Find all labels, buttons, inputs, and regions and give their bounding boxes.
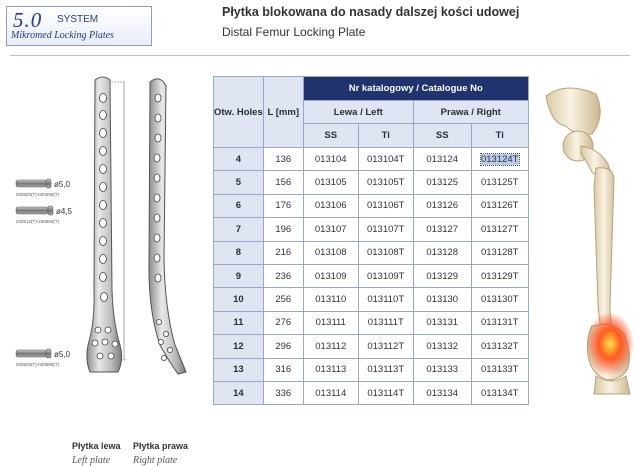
right-ti-cell: 013132T <box>471 335 528 358</box>
left-ss-cell: 013109 <box>303 264 358 287</box>
right-ss-cell: 013128 <box>413 241 471 264</box>
length-cell: 296 <box>263 335 303 358</box>
page-title-english: Distal Femur Locking Plate <box>222 25 366 39</box>
right-ss-cell: 013129 <box>413 264 471 287</box>
holes-cell: 12 <box>214 335 264 358</box>
left-ti-cell: 013105T <box>358 171 413 194</box>
right-ti-cell: 013133T <box>471 358 528 381</box>
header-right-ss: SS <box>413 124 471 148</box>
page-title-polish: Płytka blokowana do nasady dalszej kości udowej <box>222 5 520 19</box>
logo-number: 5.0 <box>13 8 43 32</box>
left-ti-cell: 013108T <box>358 241 413 264</box>
left-ss-cell: 013112 <box>303 335 358 358</box>
right-ss-cell: 013126 <box>413 194 471 217</box>
left-ti-cell: 013106T <box>358 194 413 217</box>
right-ti-cell: 013125T <box>471 171 528 194</box>
header-length: L [mm] <box>263 77 303 148</box>
length-cell: 176 <box>263 194 303 217</box>
length-cell: 316 <box>263 358 303 381</box>
length-cell: 136 <box>263 148 303 171</box>
left-ss-cell: 013108 <box>303 241 358 264</box>
holes-cell: 7 <box>214 218 264 241</box>
left-ti-cell: 013109T <box>358 264 413 287</box>
selected-text[interactable]: 013124T <box>480 153 519 165</box>
header-left: Lewa / Left <box>303 101 413 124</box>
table-row <box>214 288 529 311</box>
header-right: Prawa / Right <box>413 101 528 124</box>
holes-cell: 9 <box>214 264 264 287</box>
left-ti-cell: 013110T <box>358 288 413 311</box>
left-ss-cell: 013110 <box>303 288 358 311</box>
left-ss-cell: 013106 <box>303 194 358 217</box>
right-ss-cell: 013132 <box>413 335 471 358</box>
right-ti-cell: 013127T <box>471 218 528 241</box>
holes-cell: 10 <box>214 288 264 311</box>
header-catalogue: Nr katalogowy / Catalogue No <box>303 77 528 101</box>
length-cell: 196 <box>263 218 303 241</box>
holes-cell: 8 <box>214 241 264 264</box>
header-divider <box>10 55 630 56</box>
holes-cell: 6 <box>214 194 264 217</box>
right-ti-cell: 013128T <box>471 241 528 264</box>
left-ss-cell: 013104 <box>303 148 358 171</box>
right-ss-cell: 013130 <box>413 288 471 311</box>
screw-code-1: 020520(T)-020590(T) <box>16 192 60 197</box>
right-ti-cell[interactable] <box>471 148 528 171</box>
table-row <box>214 218 529 241</box>
right-ss-cell: 013134 <box>413 381 471 404</box>
logo-system-text: SYSTEM <box>57 14 99 25</box>
femur-bone-image <box>526 76 634 396</box>
highlight-area <box>586 312 634 376</box>
holes-cell: 4 <box>214 148 264 171</box>
right-ss-cell: 013125 <box>413 171 471 194</box>
right-ss-cell: 013131 <box>413 311 471 334</box>
left-ti-cell: 013107T <box>358 218 413 241</box>
left-ti-cell: 013111T <box>358 311 413 334</box>
screw-label-3: ø5,0 <box>54 350 71 359</box>
right-plate-caption: Płytka prawa <box>133 441 189 451</box>
femur-illustration <box>526 76 634 396</box>
screw-icons <box>16 179 53 358</box>
left-plate-caption-en: Left plate <box>72 455 111 466</box>
left-ss-cell: 013114 <box>303 381 358 404</box>
table-row <box>214 311 529 334</box>
length-cell: 336 <box>263 381 303 404</box>
table-row <box>214 171 529 194</box>
left-ss-cell: 013111 <box>303 311 358 334</box>
table-row <box>214 241 529 264</box>
table-row <box>214 335 529 358</box>
length-cell: 216 <box>263 241 303 264</box>
left-ss-cell: 013105 <box>303 171 358 194</box>
header-left-ss: SS <box>303 124 358 148</box>
right-plate <box>149 79 186 374</box>
length-cell: 276 <box>263 311 303 334</box>
screw-code-3: 020520(T)-020590(T) <box>16 362 60 367</box>
left-ss-cell: 013113 <box>303 358 358 381</box>
table-row <box>214 358 529 381</box>
holes-cell: 14 <box>214 381 264 404</box>
brand-logo <box>6 6 152 46</box>
right-ti-cell: 013129T <box>471 264 528 287</box>
right-plate-caption-en: Right plate <box>133 455 178 466</box>
right-ti-cell: 013126T <box>471 194 528 217</box>
left-plate-caption: Płytka lewa <box>72 441 121 451</box>
left-ti-cell: 013113T <box>358 358 413 381</box>
logo-subtitle: Mikromed Locking Plates <box>11 30 114 41</box>
screw-label-1: ø5,0 <box>54 180 71 189</box>
right-ti-cell: 013134T <box>471 381 528 404</box>
left-ti-cell: 013104T <box>358 148 413 171</box>
table-row <box>214 264 529 287</box>
header-left-ti: Ti <box>358 124 413 148</box>
right-ti-cell: 013131T <box>471 311 528 334</box>
left-ss-cell: 013107 <box>303 218 358 241</box>
table-row <box>214 194 529 217</box>
length-cell: 256 <box>263 288 303 311</box>
left-ti-cell: 013114T <box>358 381 413 404</box>
plate-drawing <box>0 60 210 466</box>
right-ss-cell: 013124 <box>413 148 471 171</box>
header-right-ti: Ti <box>471 124 528 148</box>
screw-label-2: ø4,5 <box>56 207 73 216</box>
plates-illustration <box>0 60 210 445</box>
right-ti-cell: 013130T <box>471 288 528 311</box>
length-cell: 236 <box>263 264 303 287</box>
header-holes: Otw. Holes <box>214 77 264 148</box>
catalogue-table <box>213 76 529 405</box>
holes-cell: 11 <box>214 311 264 334</box>
right-ss-cell: 013133 <box>413 358 471 381</box>
table-row <box>214 381 529 404</box>
length-cell: 156 <box>263 171 303 194</box>
holes-cell: 13 <box>214 358 264 381</box>
screw-code-2: 200512(T)-200560(T) <box>16 219 60 224</box>
holes-cell: 5 <box>214 171 264 194</box>
table-row <box>214 148 529 171</box>
left-ti-cell: 013112T <box>358 335 413 358</box>
right-ss-cell: 013127 <box>413 218 471 241</box>
